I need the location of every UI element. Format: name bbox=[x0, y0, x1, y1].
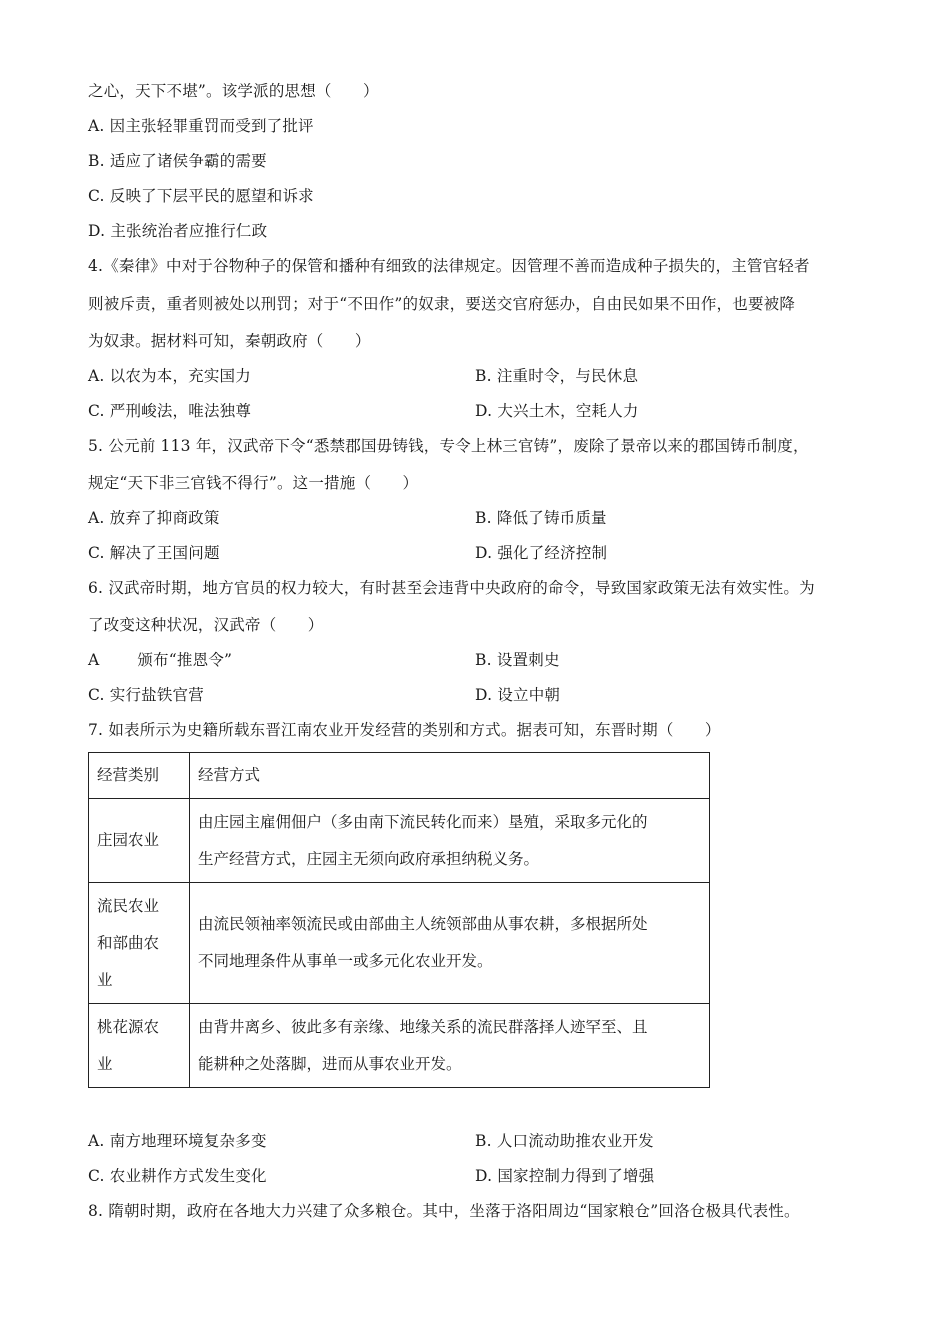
table-row bbox=[89, 799, 710, 883]
cell-line: 能耕种之处落脚，进而从事农业开发。 bbox=[198, 1054, 462, 1073]
q6-option-b: B. 设置刺史 bbox=[475, 651, 560, 669]
cell-line: 庄园农业 bbox=[97, 831, 160, 849]
q4-stem-line-3: 为奴隶。据材料可知，秦朝政府（ ） bbox=[88, 332, 371, 350]
q3-option-b: B. 适应了诸侯争霸的需要 bbox=[88, 152, 267, 170]
cell-line: 由庄园主雇佣佃户（多由南下流民转化而来）垦殖，采取多元化的 bbox=[198, 812, 648, 831]
table-cell-category bbox=[89, 799, 190, 883]
table-row bbox=[89, 1004, 710, 1088]
table-cell-method bbox=[190, 1004, 710, 1088]
q7-option-c: C. 农业耕作方式发生变化 bbox=[88, 1167, 267, 1185]
cell-line: 不同地理条件从事单一或多元化农业开发。 bbox=[198, 952, 493, 970]
q5-stem-line-2: 规定“天下非三官钱不得行”。这一措施（ ） bbox=[88, 474, 419, 492]
q5-option-a: A. 放弃了抑商政策 bbox=[88, 509, 220, 527]
table-header-row bbox=[89, 753, 710, 799]
table-row bbox=[89, 883, 710, 1004]
table-header-category: 经营类别 bbox=[89, 753, 190, 799]
cell-line: 流民农业 bbox=[97, 896, 160, 915]
cell-line: 桃花源农 bbox=[97, 1017, 160, 1036]
q4-option-a: A. 以农为本，充实国力 bbox=[88, 367, 251, 385]
q6-stem-line-2: 了改变这种状况，汉武帝（ ） bbox=[88, 616, 324, 634]
q3-option-a: A. 因主张轻罪重罚而受到了批评 bbox=[88, 117, 314, 135]
cell-line: 由流民领袖率领流民或由部曲主人统领部曲从事农耕，多根据所处 bbox=[198, 915, 648, 933]
q4-option-d: D. 大兴土木，空耗人力 bbox=[475, 402, 639, 420]
q6-option-a-text: 颁布“推恩令” bbox=[137, 651, 233, 669]
q6-option-a bbox=[88, 650, 232, 670]
q3-option-c: C. 反映了下层平民的愿望和诉求 bbox=[88, 187, 314, 205]
q6-option-a-letter: A bbox=[88, 651, 100, 669]
table-cell-category bbox=[89, 883, 190, 1004]
table-cell-category bbox=[89, 1004, 190, 1088]
q5-option-c: C. 解决了王国问题 bbox=[88, 544, 220, 562]
q4-option-c: C. 严刑峻法，唯法独尊 bbox=[88, 402, 252, 420]
q5-stem-line-1: 5. 公元前 113 年，汉武帝下令“悉禁郡国毋铸钱，专令上林三官铸”，废除了景帝以来的郡国铸币制度， bbox=[88, 437, 809, 455]
q3-stem-tail: 之心，天下不堪”。该学派的思想（ ） bbox=[88, 82, 379, 100]
q6-stem-line-1: 6. 汉武帝时期，地方官员的权力较大，有时甚至会违背中央政府的命令，导致国家政策无法有效实性。为 bbox=[88, 579, 815, 597]
table-cell-method bbox=[190, 883, 710, 1004]
q4-option-b: B. 注重时令，与民休息 bbox=[475, 367, 639, 385]
q7-option-a: A. 南方地理环境复杂多变 bbox=[88, 1132, 267, 1150]
cell-line: 由背井离乡、彼此多有亲缘、地缘关系的流民群落择人迹罕至、且 bbox=[198, 1017, 648, 1036]
q5-option-d: D. 强化了经济控制 bbox=[475, 544, 608, 562]
cell-line: 和部曲农 bbox=[97, 933, 160, 952]
table-cell-method bbox=[190, 799, 710, 883]
q4-stem-line-1: 4.《秦律》中对于谷物种子的保管和播种有细致的法律规定。因管理不善而造成种子损失的，主管官轻者 bbox=[88, 257, 810, 275]
q5-option-b: B. 降低了铸币质量 bbox=[475, 509, 607, 527]
table-header-method: 经营方式 bbox=[190, 753, 710, 799]
q7-table bbox=[88, 752, 710, 1088]
q7-option-b: B. 人口流动助推农业开发 bbox=[475, 1132, 654, 1150]
q6-option-c: C. 实行盐铁官营 bbox=[88, 686, 204, 704]
cell-line: 业 bbox=[97, 1054, 113, 1073]
q7-stem: 7. 如表所示为史籍所载东晋江南农业开发经营的类别和方式。据表可知，东晋时期（ ） bbox=[88, 721, 721, 739]
cell-line: 生产经营方式，庄园主无须向政府承担纳税义务。 bbox=[198, 849, 540, 868]
q6-option-d: D. 设立中朝 bbox=[475, 686, 561, 704]
q8-stem: 8. 隋朝时期，政府在各地大力兴建了众多粮仓。其中，坐落于洛阳周边“国家粮仓”回洛仓极具代表性。 bbox=[88, 1202, 800, 1220]
cell-line: 业 bbox=[97, 970, 113, 989]
q4-stem-line-2: 则被斥责，重者则被处以刑罚；对于“不田作”的奴隶，要送交官府惩办，自由民如果不田作，也要被降 bbox=[88, 295, 796, 313]
q3-option-d: D. 主张统治者应推行仁政 bbox=[88, 222, 268, 240]
q7-option-d: D. 国家控制力得到了增强 bbox=[475, 1167, 655, 1185]
